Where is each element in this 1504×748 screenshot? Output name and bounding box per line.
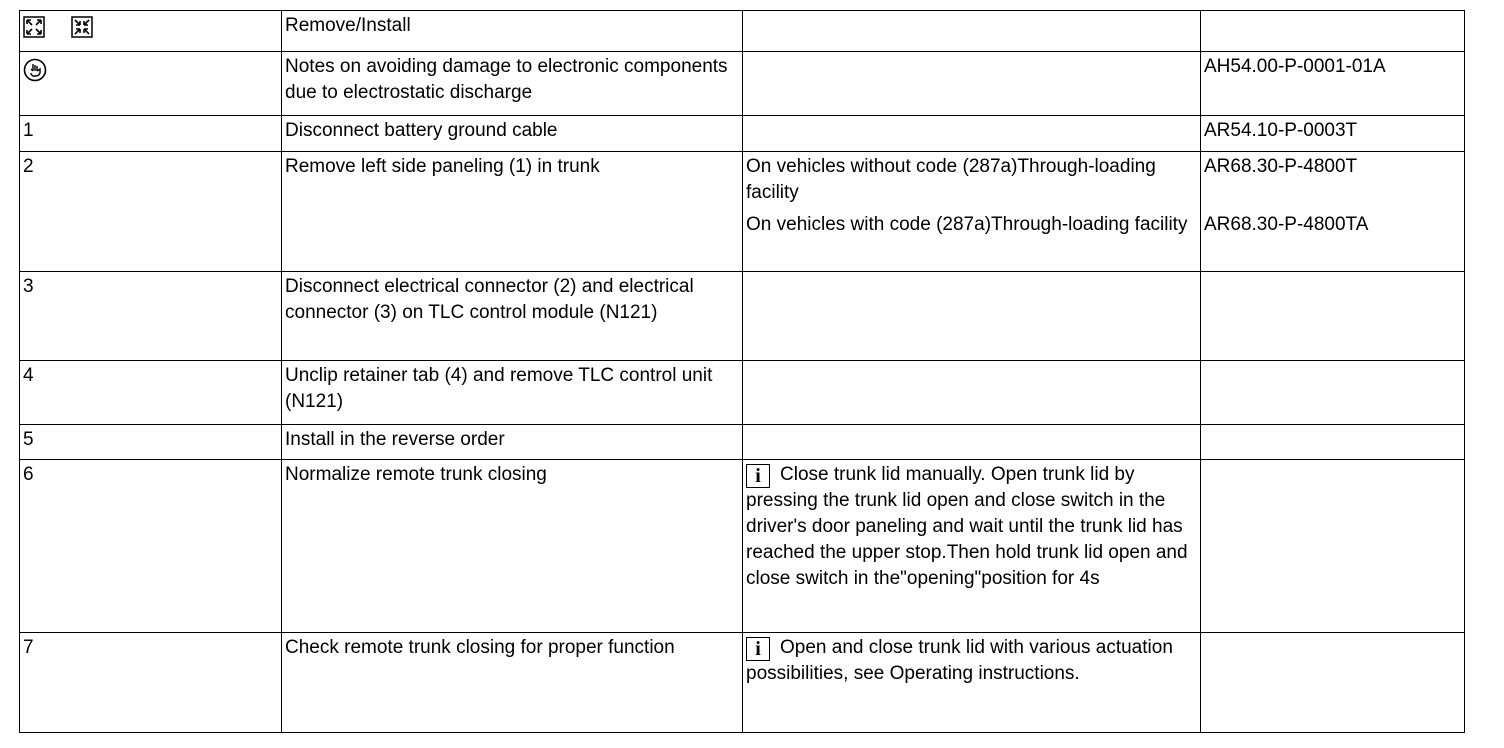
step-number: 5 (20, 425, 282, 460)
info-note-text: Close trunk lid manually. Open trunk lid by pressing the trunk lid open and close switch in the driver's door paneling and wait until the trunk lid has reached the upper stop.Then hold trunk lid open and close switch in the"opening"position for 4s (746, 464, 1188, 589)
step-text: Check remote trunk closing for proper function (282, 633, 743, 733)
step-text: Remove left side paneling (1) in trunk (282, 152, 743, 272)
step-reference-link[interactable]: AR54.10-P-0003T (1201, 116, 1465, 152)
step-reference-link[interactable]: AR68.30-P-4800TA (1204, 214, 1369, 235)
step-references-cell (1201, 152, 1465, 272)
table-row (20, 272, 1465, 361)
step-number: 4 (20, 361, 282, 425)
condition-text: On vehicles without code (287a)Through-loading facility (746, 156, 1156, 203)
step-text: Disconnect battery ground cable (282, 116, 743, 152)
step-notes-cell (743, 152, 1201, 272)
header-icons-cell (20, 11, 282, 52)
table-row (20, 633, 1465, 733)
header-label: Remove/Install (282, 11, 743, 52)
step-number: 1 (20, 116, 282, 152)
step-text: Unclip retainer tab (4) and remove TLC control unit (N121) (282, 361, 743, 425)
collapse-arrows-icon[interactable] (71, 16, 93, 38)
note-icon-cell (20, 52, 282, 116)
step-text: Disconnect electrical connector (2) and electrical connector (3) on TLC control module (N121) (282, 272, 743, 361)
step-number: 7 (20, 633, 282, 733)
note-reference-link[interactable]: AH54.00-P-0001-01A (1201, 52, 1465, 116)
step-number: 6 (20, 460, 282, 633)
info-icon: i (746, 464, 770, 488)
table-row (20, 361, 1465, 425)
step-number: 2 (20, 152, 282, 272)
table-row (20, 460, 1465, 633)
table-row (20, 425, 1465, 460)
step-note-cell (743, 633, 1201, 733)
step-reference-link[interactable]: AR68.30-P-4800T (1204, 156, 1358, 177)
caution-hand-icon (23, 58, 47, 82)
table-row (20, 116, 1465, 152)
info-icon: i (746, 637, 770, 661)
table-row (20, 152, 1465, 272)
condition-text: On vehicles with code (287a)Through-loading facility (746, 214, 1188, 235)
step-number: 3 (20, 272, 282, 361)
table-row (20, 52, 1465, 116)
info-note-text: Open and close trunk lid with various actuation possibilities, see Operating instructions. (746, 637, 1173, 684)
step-text: Install in the reverse order (282, 425, 743, 460)
note-text: Notes on avoiding damage to electronic components due to electrostatic discharge (282, 52, 743, 116)
step-note-cell (743, 460, 1201, 633)
procedure-table (19, 10, 1465, 733)
step-text: Normalize remote trunk closing (282, 460, 743, 633)
table-row (20, 11, 1465, 52)
expand-arrows-icon[interactable] (23, 16, 45, 38)
